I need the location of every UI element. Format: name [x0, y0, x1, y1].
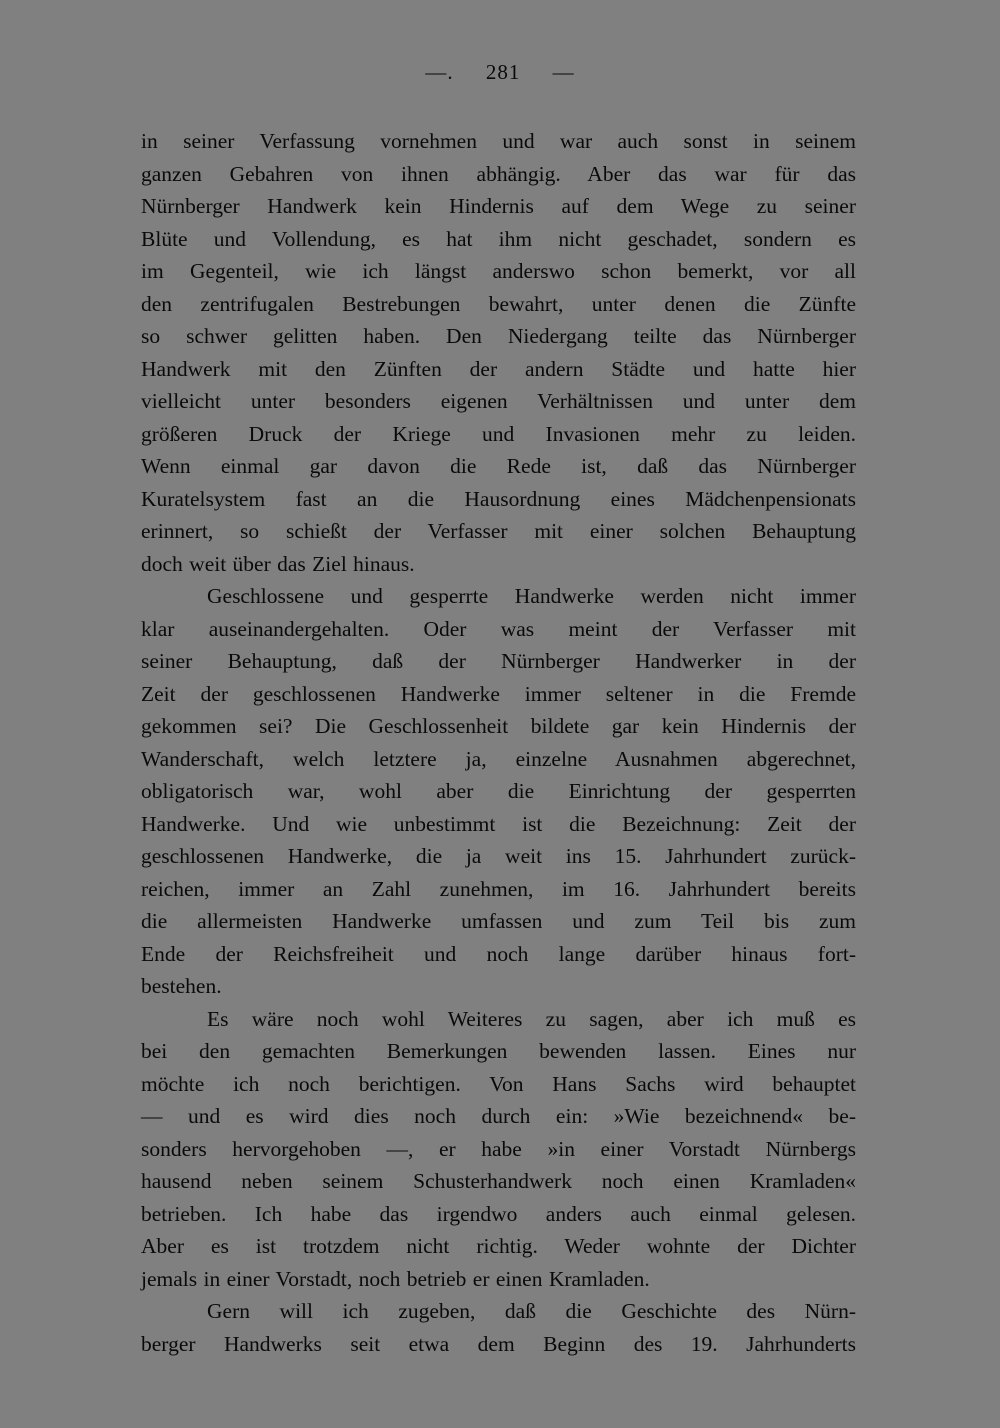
text-line: den zentrifugalen Bestrebungen bewahrt, unter denen die Zünfte [141, 291, 856, 316]
text-line: geschlossenen Handwerke, die ja weit ins 15. Jahrhundert zurück- [141, 844, 856, 868]
text-line: bestehen. [141, 974, 222, 998]
text-line: Aber es ist trotzdem nicht richtig. Weder wohnte der Dichter [141, 1234, 856, 1258]
text-line: größeren Druck der Kriege und Invasionen mehr zu leiden. [141, 421, 856, 446]
text-line: möchte ich noch berichtigen. Von Hans Sachs wird behauptet [141, 1071, 856, 1096]
text-line: gekommen sei? Die Geschlossenheit bildete gar kein Hindernis der [141, 714, 856, 738]
text-line: — und es wird dies noch durch ein: »Wie bezeichnend« be- [141, 1104, 856, 1128]
text-line: seiner Behauptung, daß der Nürnberger Handwerker in der [141, 649, 856, 673]
page-header [0, 60, 1000, 85]
text-line: klar auseinandergehalten. Oder was meint der Verfasser mit [141, 616, 856, 641]
text-line: ganzen Gebahren von ihnen abhängig. Aber das war für das [141, 161, 856, 186]
text-line: Wenn einmal gar davon die Rede ist, daß das Nürnberger [141, 454, 856, 478]
page-body [141, 125, 856, 1360]
text-line: obligatorisch war, wohl aber die Einrichtung der gesperrten [141, 779, 856, 803]
text-line: Nürnberger Handwerk kein Hindernis auf dem Wege zu seiner [141, 194, 856, 218]
header-dash-right: — [552, 60, 575, 84]
text-line: die allermeisten Handwerke umfassen und zum Teil bis zum [141, 909, 856, 933]
text-line: Handwerke. Und wie unbestimmt ist die Bezeichnung: Zeit der [141, 811, 856, 836]
text-line: in seiner Verfassung vornehmen und war auch sonst in seinem [141, 129, 856, 153]
text-line: so schwer gelitten haben. Den Niedergang teilte das Nürnberger [141, 324, 856, 348]
page-number: 281 [485, 60, 521, 84]
text-line: Es wäre noch wohl Weiteres zu sagen, aber ich muß es [207, 1006, 856, 1031]
text-line: betrieben. Ich habe das irgendwo anders auch einmal gelesen. [141, 1201, 856, 1226]
text-line: Ende der Reichsfreiheit und noch lange darüber hinaus fort- [141, 941, 856, 966]
text-line: doch weit über das Ziel hinaus. [141, 551, 415, 576]
header-dash-left: —. [425, 60, 454, 84]
text-line: hausend neben seinem Schusterhandwerk noch einen Kramladen« [141, 1169, 856, 1193]
text-line: reichen, immer an Zahl zunehmen, im 16. Jahrhundert bereits [141, 876, 856, 901]
text-line: Wanderschaft, welch letztere ja, einzelne Ausnahmen abgerechnet, [141, 746, 856, 771]
text-line: Geschlossene und gesperrte Handwerke werden nicht immer [207, 584, 856, 608]
text-line: Gern will ich zugeben, daß die Geschichte des Nürn- [207, 1299, 856, 1323]
text-line: sonders hervorgehoben —, er habe »in einer Vorstadt Nürnbergs [141, 1136, 856, 1161]
text-line: vielleicht unter besonders eigenen Verhältnissen und unter dem [141, 389, 856, 413]
text-line: im Gegenteil, wie ich längst anderswo schon bemerkt, vor all [141, 259, 856, 283]
text-line: Kuratelsystem fast an die Hausordnung eines Mädchenpensionats [141, 486, 856, 511]
text-line: Zeit der geschlossenen Handwerke immer seltener in die Fremde [141, 681, 856, 706]
text-line: Handwerk mit den Zünften der andern Städte und hatte hier [141, 356, 856, 381]
text-line: Blüte und Vollendung, es hat ihm nicht geschadet, sondern es [141, 226, 856, 251]
text-line: jemals in einer Vorstadt, noch betrieb er einen Kramladen. [141, 1266, 650, 1291]
text-line: bei den gemachten Bemerkungen bewenden lassen. Eines nur [141, 1039, 856, 1063]
text-line: erinnert, so schießt der Verfasser mit einer solchen Behauptung [141, 519, 856, 543]
text-line: berger Handwerks seit etwa dem Beginn des 19. Jahrhunderts [141, 1331, 856, 1356]
